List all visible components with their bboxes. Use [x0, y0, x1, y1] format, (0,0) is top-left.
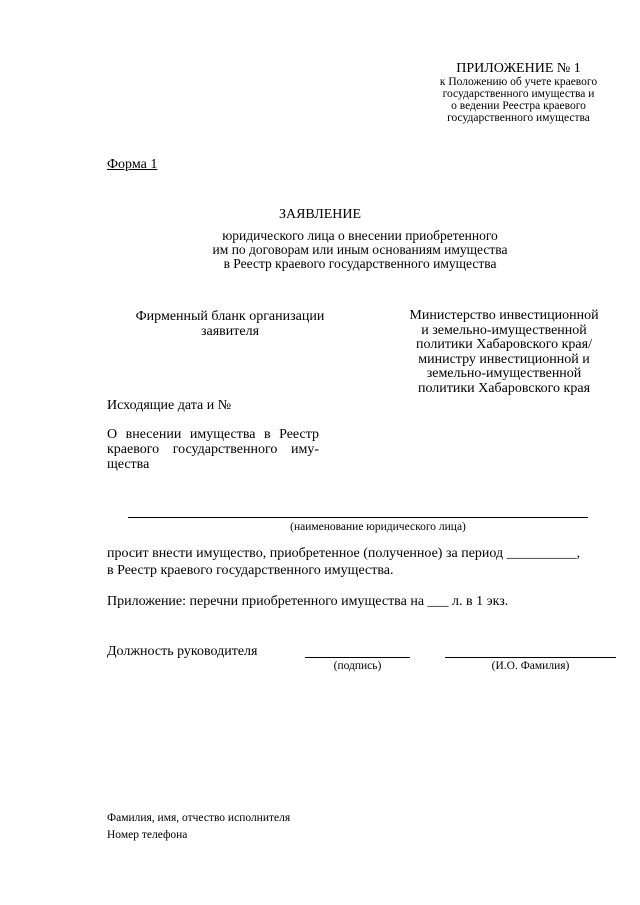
recipient-block: [386, 309, 622, 396]
recipient-line: Министерство инвестиционной: [409, 308, 599, 323]
entity-name-line[interactable]: [128, 517, 588, 518]
request-line: просит внести имущество, приобретенное (полученное) за период __________,: [107, 546, 581, 561]
statement-subtitle-line: в Реестр краевого государственного имущества: [223, 256, 497, 271]
signature-caption: (подпись): [333, 660, 382, 672]
subject-word: краевого: [107, 442, 160, 457]
subject-block: [107, 427, 319, 472]
subject-word: имущества: [189, 427, 256, 442]
recipient-line: и земельно-имущественной: [421, 322, 587, 338]
appendix-title: ПРИЛОЖЕНИЕ № 1: [456, 61, 581, 76]
full-name-line[interactable]: [445, 657, 616, 658]
appendix-reference: [420, 76, 617, 124]
subject-word: О: [107, 427, 118, 442]
appendix-reference-line: к Положению об учете краевого: [439, 76, 598, 88]
entity-name-caption: (наименование юридического лица): [290, 521, 466, 533]
appendix-reference-line: о ведении Реестра краевого: [451, 100, 586, 112]
attachment-text: Приложение: перечни приобретенного имущества на ___ л. в 1 экз.: [107, 594, 509, 609]
subject-word: в: [264, 427, 271, 442]
executor-name-label: Фамилия, имя, отчество исполнителя: [107, 812, 291, 824]
appendix-reference-line: государственного имущества: [447, 112, 590, 124]
subject-word: Реестр: [279, 427, 319, 442]
request-line: в Реестр краевого государственного имущества.: [107, 563, 394, 578]
recipient-line: земельно-имущественной: [426, 366, 582, 381]
subject-line: [107, 427, 319, 442]
subject-line: [107, 442, 319, 457]
appendix-reference-line: государственного имущества и: [442, 88, 595, 100]
form-label: Форма 1: [107, 157, 158, 172]
outgoing-date-number: Исходящие дата и №: [107, 398, 232, 413]
subject-word: иму-: [290, 442, 319, 457]
subject-line: щества: [107, 457, 150, 472]
full-name-caption: (И.О. Фамилия): [491, 660, 570, 672]
recipient-line: политики Хабаровского края: [417, 380, 591, 396]
recipient-line: министру инвестиционной и: [418, 351, 590, 367]
statement-title: ЗАЯВЛЕНИЕ: [278, 207, 362, 222]
letterhead-line: Фирменный бланк организации: [135, 309, 325, 324]
statement-subtitle: [130, 229, 590, 271]
letterhead-block: [110, 309, 350, 339]
subject-word: внесении: [125, 427, 182, 442]
letterhead-line: заявителя: [200, 324, 260, 339]
statement-subtitle-line: юридического лица о внесении приобретенного: [222, 228, 498, 243]
position-label: Должность руководителя: [107, 644, 258, 659]
recipient-line: политики Хабаровского края/: [416, 337, 592, 352]
statement-subtitle-line: им по договорам или иным основаниям имущества: [212, 242, 508, 257]
signature-line[interactable]: [305, 657, 410, 658]
phone-label: Номер телефона: [107, 829, 188, 841]
subject-word: государственного: [172, 442, 278, 457]
